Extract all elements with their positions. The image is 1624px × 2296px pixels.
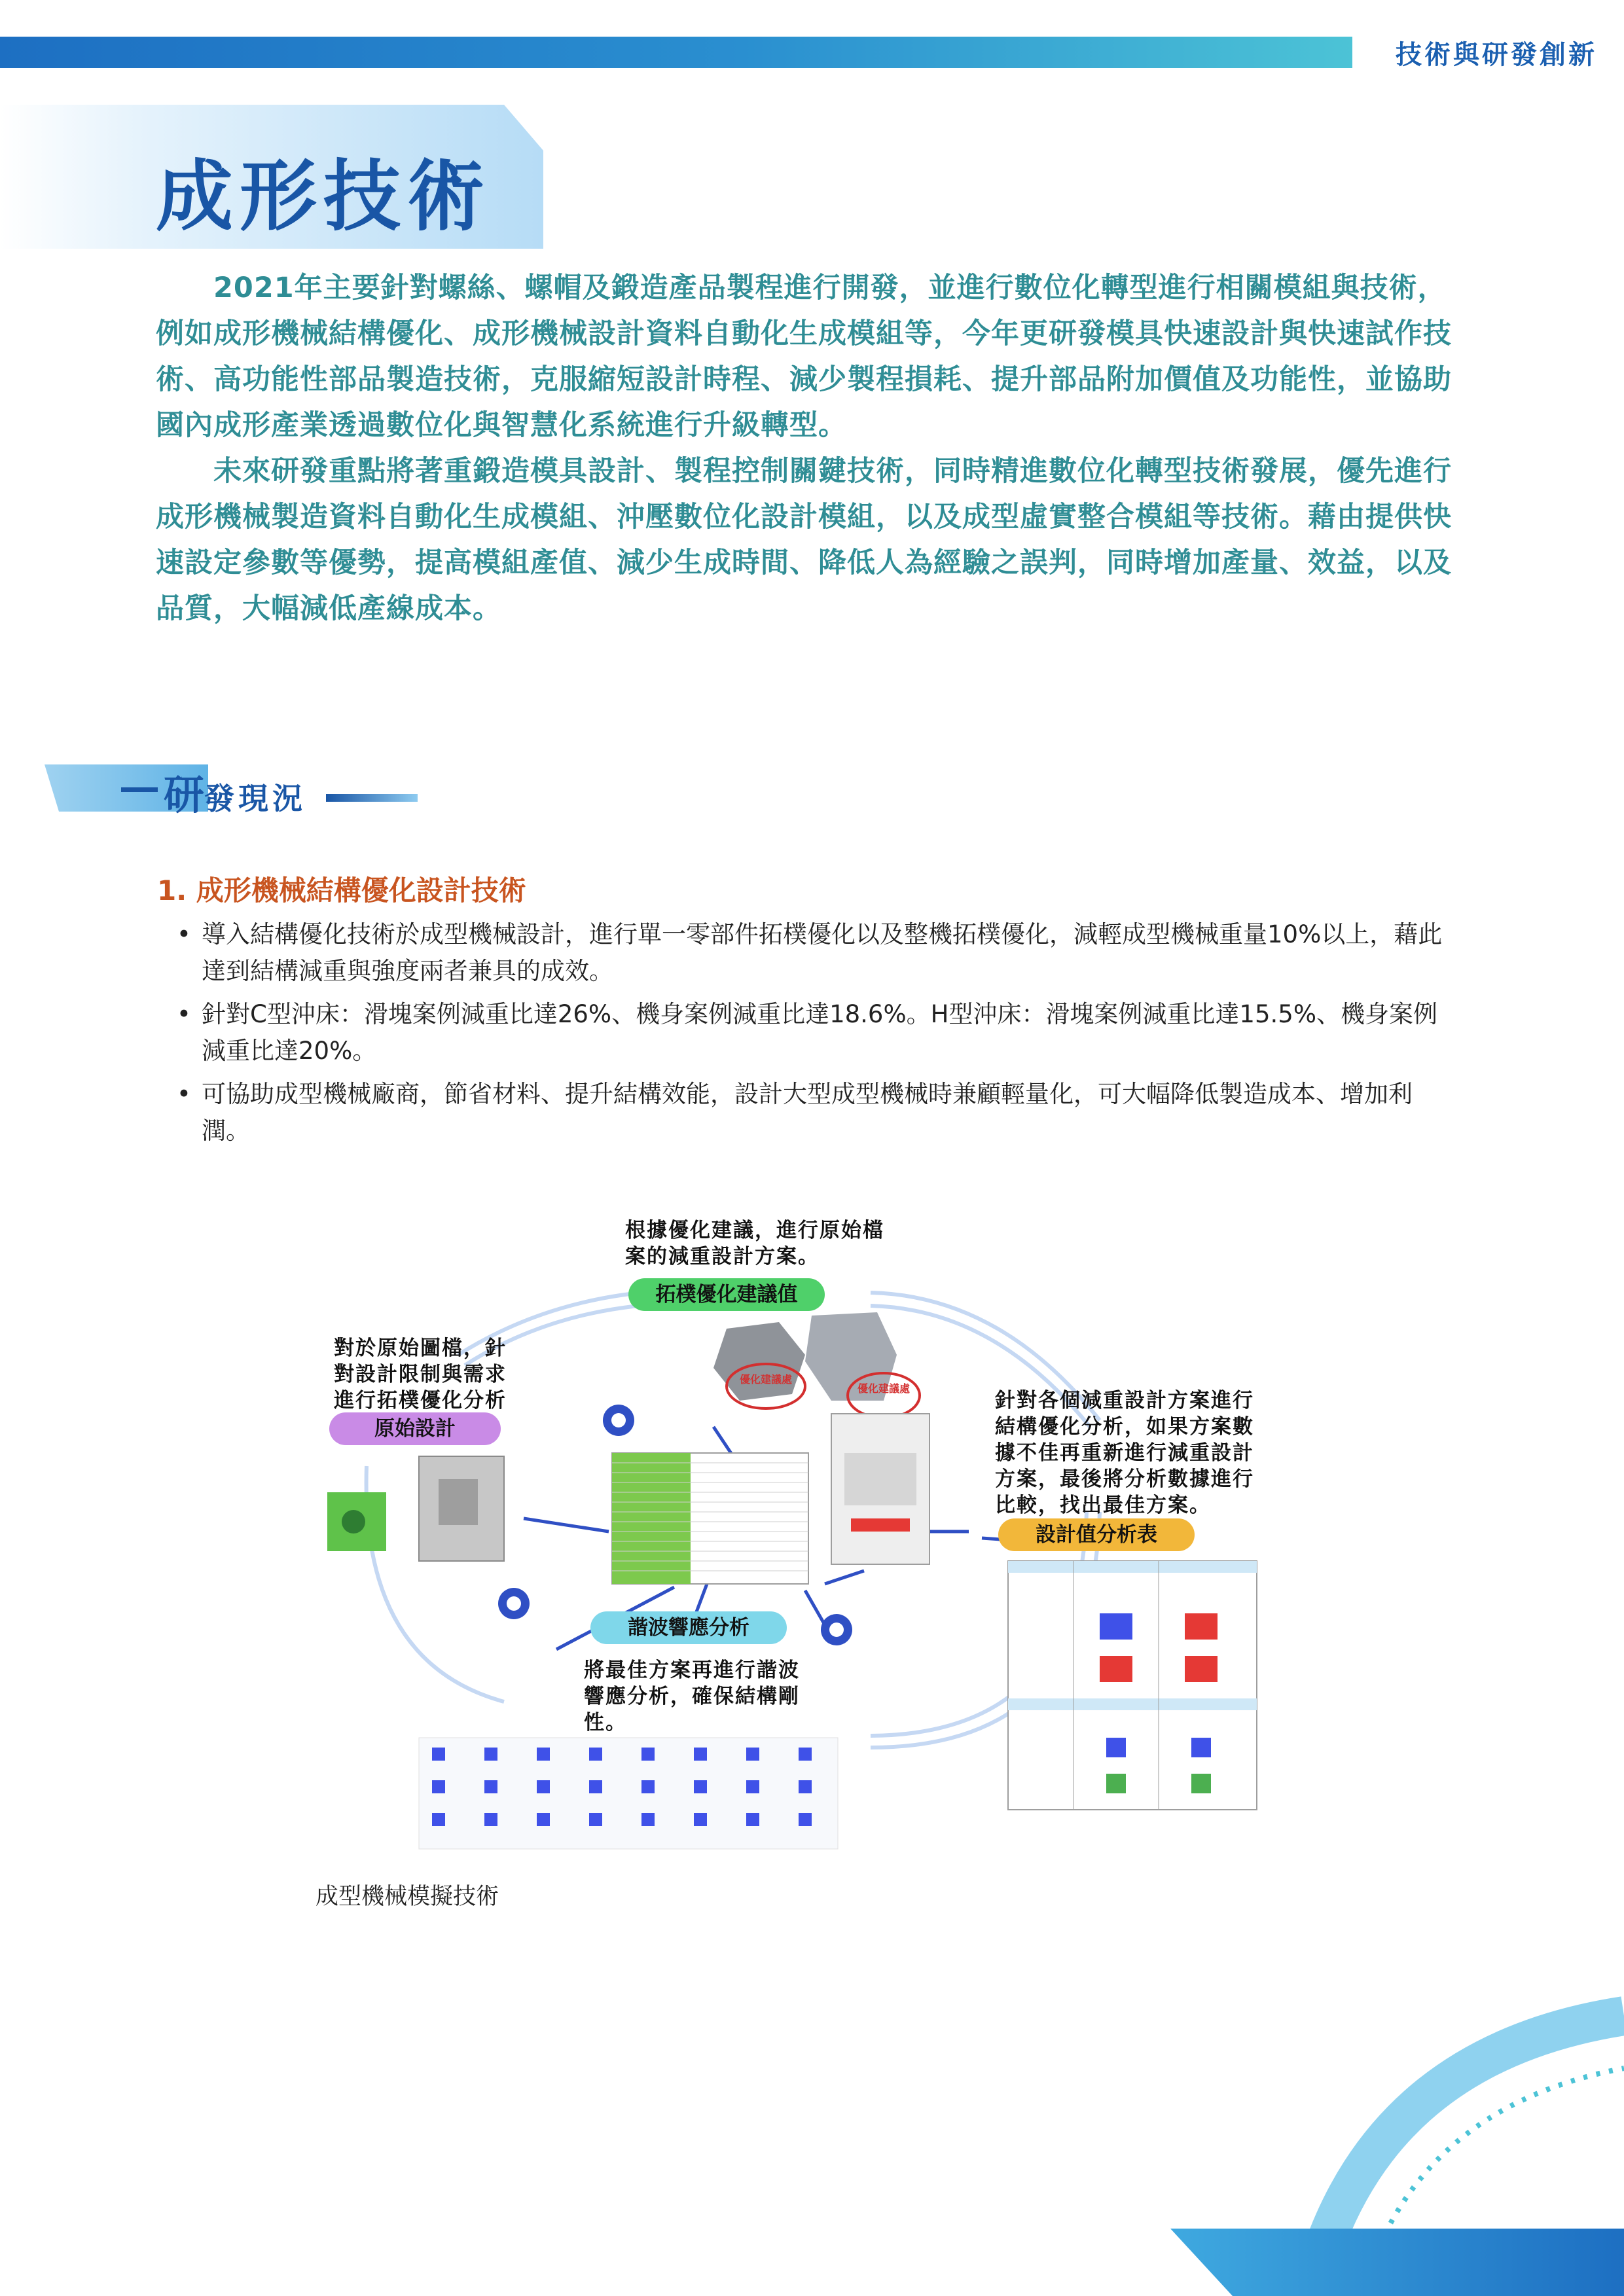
heading-initial: 研 xyxy=(164,771,205,819)
diagram-caption: 成型機械模擬技術 xyxy=(316,1884,499,1910)
bullet-icon: • xyxy=(177,1080,191,1108)
harmonic-analysis-results xyxy=(419,1738,838,1849)
research-status-heading xyxy=(164,762,306,821)
note-left: 對於原始圖檔，針對設計限制與需求進行拓樸優化分析 xyxy=(334,1336,507,1412)
pill-original-design: 原始設計 xyxy=(329,1412,501,1445)
list-item xyxy=(177,996,1460,1069)
list-item xyxy=(177,1076,1460,1149)
note-bottom: 將最佳方案再進行諧波響應分析，確保結構剛性。 xyxy=(584,1659,800,1734)
heading-rule xyxy=(121,787,158,792)
heading-rest: 發現況 xyxy=(204,781,307,816)
bullet-text: 針對C型沖床：滑塊案例減重比達26%、機身案例減重比達18.6%。H型沖床：滑塊案例減重比達15.5%、機身案例減重比達20%。 xyxy=(202,1000,1437,1065)
pill-harmonic-analysis: 諧波響應分析 xyxy=(590,1611,787,1644)
footer-band xyxy=(1170,2229,1624,2296)
page-title: 成形技術 xyxy=(156,151,492,242)
analysis-table xyxy=(1008,1561,1257,1810)
pill-analysis-table: 設計值分析表 xyxy=(998,1518,1195,1551)
bullet-text: 導入結構優化技術於成型機械設計，進行單一零部件拓樸優化以及整機拓樸優化，減輕成型機械重量10%以上，藉此達到結構減重與強度兩者兼具的成效。 xyxy=(202,920,1443,985)
bullet-list xyxy=(177,916,1460,1156)
stamp-label: 優化建議處 xyxy=(857,1382,910,1395)
bullet-text: 可協助成型機械廠商，節省材料、提升結構效能，設計大型成型機械時兼顧輕量化，可大幅降低製造成本、增加利潤。 xyxy=(202,1080,1413,1145)
note-right: 針對各個減重設計方案進行結構優化分析，如果方案數據不佳再重新進行減重設計方案，最後將分析數據進行比較，找出最佳方案。 xyxy=(995,1389,1254,1517)
heading-rule xyxy=(326,794,418,802)
intro-text xyxy=(156,265,1471,632)
bullet-icon: • xyxy=(177,920,191,948)
bullet-icon: • xyxy=(177,1000,191,1028)
subsection-title: 1. 成形機械結構優化設計技術 xyxy=(157,874,526,906)
spec-table xyxy=(612,1453,808,1584)
list-item xyxy=(177,916,1460,990)
intro-paragraph: 2021年主要針對螺絲、螺帽及鍛造產品製程進行開發，並進行數位化轉型進行相關模組與技術，例如成形機械結構優化、成形機械設計資料自動化生成模組等，今年更研發模具快速設計與快速試作技術、高功能性部品製造技術，克服縮短設計時程、減少製程損耗、提升部品附加價值及功能性，並協助國內成形產業透過數位化與智慧化系統進行升級轉型。 xyxy=(156,272,1452,442)
page-number: 045 xyxy=(1500,2204,1553,2232)
simulation-diagram xyxy=(308,1204,1263,1859)
stamp-label: 優化建議處 xyxy=(739,1373,792,1386)
note-top: 根據優化建議，進行原始檔案的減重設計方案。 xyxy=(625,1219,884,1268)
header-bar xyxy=(0,37,1352,68)
section-label: 技術與研發創新 xyxy=(1396,40,1597,70)
pill-topology-optimization: 拓樸優化建議值 xyxy=(628,1278,825,1311)
press-machine-model xyxy=(831,1414,929,1564)
original-design-model xyxy=(327,1456,504,1561)
intro-paragraph: 未來研發重點將著重鍛造模具設計、製程控制關鍵技術，同時精進數位化轉型技術發展，優先進行成形機械製造資料自動化生成模組、沖壓數位化設計模組，以及成型虛實整合模組等技術。藉由提供快速設定參數等優勢，提高模組產值、減少生成時間、降低人為經驗之誤判，同時增加產量、效益，以及品質，大幅減低產線成本。 xyxy=(156,455,1452,625)
